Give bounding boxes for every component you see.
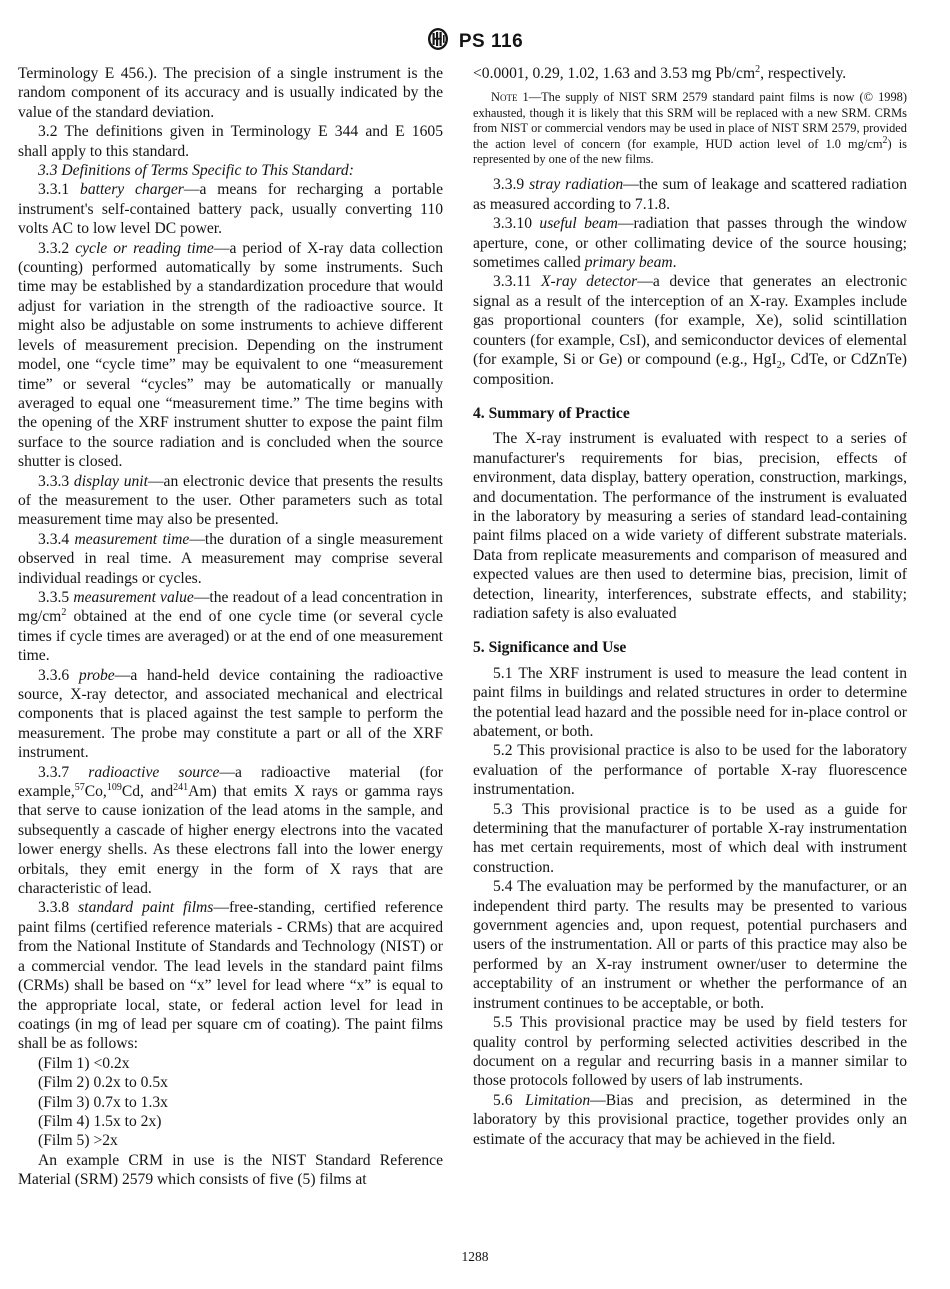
paragraph-5-3: 5.3 This provisional practice is to be used as a guide for determining that the manufacturer of portable X-ray instrumentation has met certain requirements, most of which deal with instrument construction. <box>473 800 907 876</box>
term: battery charger <box>80 181 184 199</box>
definition-display-unit: 3.3.3 display unit—an electronic device that presents the results of the measurement to the user. Other parameters such as total measurement time may also be presented. <box>18 472 444 529</box>
definition-radioactive-source: 3.3.7 radioactive source—a radioactive material (for example,$^{57}$Co,$^{109}$Cd, and$^{241}$Am) that emits X rays or gamma rays that serve to cause ionization of the lead atoms in the sample, and subsequently a cascade of higher energy electrons into the vacated lower energy shells. As these electrons fall into the lower energy orbitals, they emit energy in the form of X rays that are characteristic of lead. <box>18 763 443 898</box>
left-column <box>18 64 443 1190</box>
paragraph-3-3 <box>18 161 443 180</box>
definition-measurement-value: 3.3.5 measurement value—the readout of a lead concentration in $mg/cm^2$ obtained at the end of one cycle time (or several cycle times if cycle times are averaged) or at the end of one measurement time. <box>18 588 443 665</box>
paragraph-3-2: 3.2 The definitions given in Terminology E 344 and E 1605 shall apply to this standard. <box>18 123 443 160</box>
term: X-ray detector <box>541 273 638 291</box>
term: cycle or reading time <box>75 239 214 257</box>
paragraph-5-5: 5.5 This provisional practice may be used by field testers for quality control by performing selected activities described in the document on a regular and recurring basis in a manner similar to those protocols followed by users of lab instruments. <box>473 1014 907 1090</box>
definition-cycle-time: 3.3.2 cycle or reading time—a period of X-ray data collection (counting) performed automatically by some instruments. Such time may be established by a standardization procedure that would adjust for variation in the strength of the radioactive source. It might also be adjustable on some instruments to achieve different levels of measurement precision. Depending on the instrument model, one “cycle time” may be equivalent to one “measurement time” or several “cycles” may be automatically or manually averaged to equal one “measurement time.” The time begins with the opening of the XRF instrument shutter to expose the paint film surface to the source radiation and is concluded when the source shutter is closed. <box>18 239 443 471</box>
definition-standard-paint-films: 3.3.8 standard paint films—free-standing, certified reference paint films (certified reference materials - CRMs) that are acquired from the National Institute of Standards and Technology (NIST) or a commercial vendor. The lead levels in the standard paint films (CRMs) shall be based on “x” level for lead where “x” is equal to the appropriate local, state, or federal action level for lead in coatings (in mg of lead per square cm of coating). The paint films shall be as follows: <box>18 899 443 1053</box>
term: radioactive source <box>88 763 220 781</box>
term-primary-beam: primary beam <box>584 254 673 272</box>
section-3-3-heading: 3.3 Definitions of Terms Specific to This Standard: <box>38 162 354 180</box>
page-number: 1288 <box>461 1249 489 1264</box>
paragraph-5-2: 5.2 This provisional practice is also to be used for the laboratory evaluation of the performance of portable X-ray fluorescence instrumentation. <box>473 742 907 799</box>
film-item: (Film 1) <0.2x <box>38 1054 130 1072</box>
film-item: (Film 5) >2x <box>38 1132 118 1150</box>
paragraph-summary: The X-ray instrument is evaluated with respect to a series of manufacturer's requirements for bias, precision, effects of environment, data display, battery operation, construction, markings, and documentation. The performance of the instrument is evaluated in the laboratory by measuring a series of standard lead-containing paint films placed on a wide variety of different substrate materials. Data from replicate measurements and comparison of measured and expected values are then used to determine bias, precision, limit of detection, linearity, interferences, substrate effects, and stability; radiation safety is also evaluated <box>473 430 907 622</box>
paragraph-precision: Terminology E 456.). The precision of a single instrument is the random component of its accuracy and is usually indicated by the value of the standard deviation. <box>18 65 443 121</box>
note-label: Note 1 <box>491 90 529 105</box>
section-heading-significance: 5. Significance and Use <box>473 639 627 657</box>
term: useful beam <box>539 215 618 233</box>
paragraph-crm-values: <0.0001, 0.29, 1.02, 1.63 and 3.53 mg $Pb/cm^2$, respectively. <box>473 63 847 82</box>
term: Limitation <box>525 1091 591 1109</box>
film-item: (Film 4) 1.5x to 2x) <box>38 1112 162 1130</box>
document-code: PS 116 <box>458 30 524 52</box>
term: measurement value <box>73 588 194 606</box>
page-header <box>0 27 950 56</box>
note-1: Note 1—The supply of NIST SRM 2579 standard paint films is now (© 1998) exhausted, though it is likely that this SRM will be replaced with a new SRM. CRMs from NIST or commercial vendors may be used in place of NIST SRM 2579, provided the action level of concern (for example, HUD action level of 1.0 $mg/cm^2$) is represented by one of the new films. <box>473 90 907 167</box>
term: display unit <box>73 472 148 490</box>
section-heading-summary: 4. Summary of Practice <box>473 404 630 422</box>
definition-battery-charger: 3.3.1 battery charger—a means for recharging a portable instrument's self-contained battery pack, usually converting 110 volts AC to low level DC power. <box>18 181 443 238</box>
film-item: (Film 3) 0.7x to 1.3x <box>38 1093 168 1111</box>
right-column <box>473 64 907 1149</box>
definition-stray-radiation: 3.3.9 stray radiation—the sum of leakage and scattered radiation as measured according to 7.1.8. <box>473 176 907 213</box>
definition-measurement-time: 3.3.4 measurement time—the duration of a single measurement observed in real time. A measurement may comprise several individual readings or cycles. <box>18 530 443 587</box>
term: stray radiation <box>529 176 624 194</box>
film-item: (Film 2) 0.2x to 0.5x <box>38 1074 168 1092</box>
paragraph-5-1: 5.1 The XRF instrument is used to measure the lead content in paint films in buildings and related structures in order to determine the potential lead hazard and the possible need for in-place control or abatement, or both. <box>473 664 907 740</box>
definition-useful-beam: 3.3.10 useful beam—radiation that passes through the window aperture, cone, or other collimating device of the source housing; sometimes called primary beam. <box>473 215 907 272</box>
paragraph-crm-example: An example CRM in use is the NIST Standard Reference Material (SRM) 2579 which consists of five (5) films at <box>18 1151 443 1189</box>
term: measurement time <box>74 530 190 548</box>
astm-logo-icon <box>427 27 449 56</box>
paragraph-5-4: 5.4 The evaluation may be performed by the manufacturer, or an independent third party. The results may be presented to various government agencies and, upon request, potential purchasers and users of the instrumentation. All or parts of this practice may also be performed by an X-ray instrument owner/user to determine the acceptability of an instrument or whether the performance of an instrument continues to be acceptable, or both. <box>473 878 907 1012</box>
paragraph-5-6: 5.6 Limitation—Bias and precision, as determined in the laboratory by this provisional practice, together provides only an estimate of the accuracy that may be achieved in the field. <box>473 1091 908 1148</box>
term: standard paint films <box>78 899 214 917</box>
definition-x-ray-detector: 3.3.11 X-ray detector—a device that generates an electronic signal as a result of the interception of an X-ray. Examples include gas proportional counters (for example, Xe), solid scintillation counters (for example, CsI), and semiconductor devices of elemental (for example, Si or Ge) or compound (e.g., HgI$_2$, CdTe, or CdZnTe) composition. <box>473 273 907 388</box>
definition-probe: 3.3.6 probe—a hand-held device containing the radioactive source, X-ray detector, and associated mechanical and electrical components that is placed against the test sample to perform the measurement. The probe may constitute a part or all of the XRF instrument. <box>18 666 443 762</box>
term: probe <box>78 666 115 684</box>
